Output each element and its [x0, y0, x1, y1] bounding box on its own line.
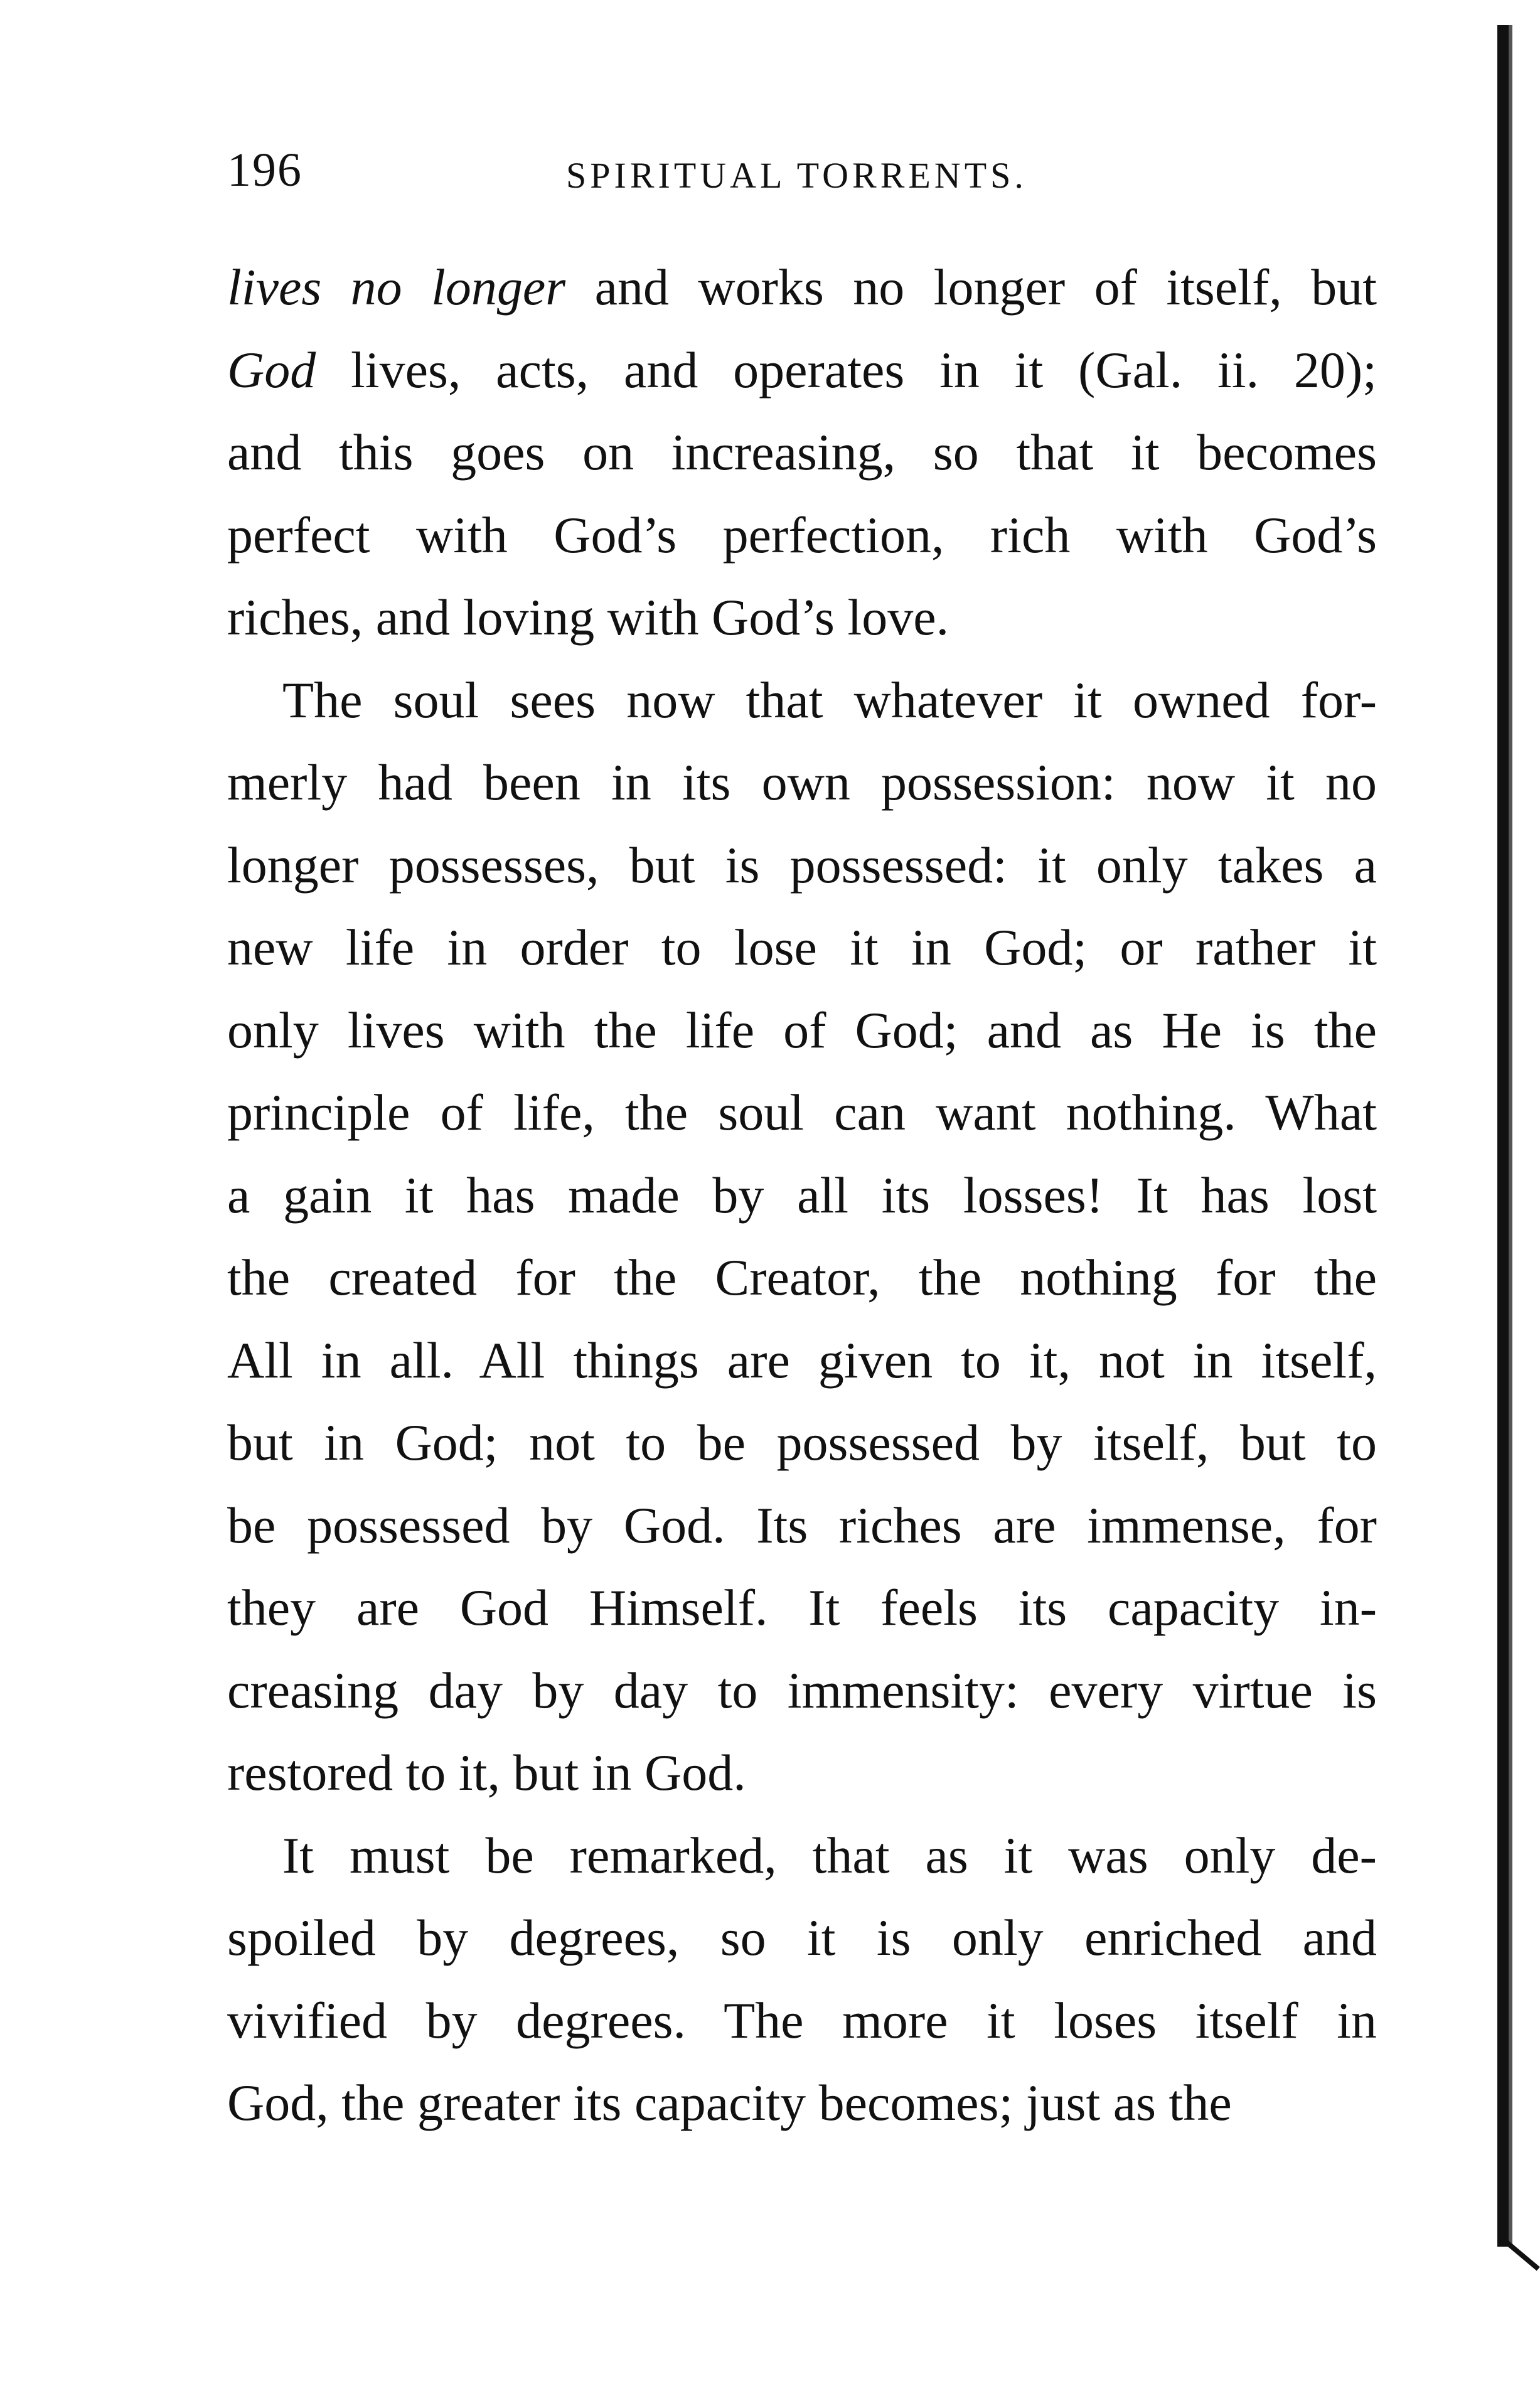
- text-segment: restored to it, but in God.: [227, 1744, 746, 1801]
- text-segment: new life in order to lose it in God; or rather it: [227, 919, 1377, 976]
- text-segment: but in God; not to be possessed by itself, but to: [227, 1414, 1377, 1471]
- text-segment: perfect with God’s perfection, rich with God’s: [227, 506, 1377, 564]
- text-line: [227, 1649, 1377, 1732]
- text-segment: and works no longer of itself, but: [565, 259, 1377, 316]
- paragraph: [227, 1814, 1377, 2144]
- text-line: [227, 1814, 1377, 1897]
- text-line: [227, 329, 1377, 412]
- body-text: [227, 246, 1377, 2144]
- text-segment: creasing day by day to immensity: every virtue is: [227, 1661, 1377, 1719]
- text-segment: All in all. All things are given to it, not in itself,: [227, 1331, 1377, 1389]
- page-number: 196: [227, 144, 302, 196]
- text-line: [227, 246, 1377, 329]
- italic-text: God: [227, 341, 316, 398]
- text-line: [227, 1731, 1377, 1814]
- text-segment: The soul sees now that whatever it owned for-: [282, 671, 1377, 729]
- text-line: [227, 989, 1377, 1072]
- running-title: SPIRITUAL TORRENTS.: [566, 155, 1027, 196]
- text-segment: they are God Himself. It feels its capacity in-: [227, 1579, 1377, 1636]
- page-edge-line: [1509, 25, 1512, 2247]
- text-line: [227, 1236, 1377, 1319]
- page-edge-corner: [1498, 2235, 1539, 2271]
- text-line: [227, 906, 1377, 989]
- paragraph: [227, 246, 1377, 659]
- text-line: [227, 1071, 1377, 1154]
- text-line: [227, 1319, 1377, 1402]
- text-line: [227, 1896, 1377, 1979]
- text-segment: lives, acts, and operates in it (Gal. ii. 20);: [316, 341, 1377, 398]
- text-segment: God, the greater its capacity becomes; just as the: [227, 2074, 1232, 2131]
- text-line: [227, 659, 1377, 742]
- text-segment: riches, and loving with God’s love.: [227, 589, 949, 646]
- text-segment: longer possesses, but is possessed: it only takes a: [227, 836, 1377, 894]
- text-line: [227, 1154, 1377, 1237]
- text-line: [227, 1401, 1377, 1484]
- text-segment: and this goes on increasing, so that it becomes: [227, 424, 1377, 481]
- text-segment: It must be remarked, that as it was only de-: [282, 1826, 1377, 1884]
- text-segment: vivified by degrees. The more it loses itself in: [227, 1991, 1377, 2049]
- text-line: [227, 741, 1377, 824]
- text-line: [227, 411, 1377, 494]
- italic-text: lives no longer: [227, 259, 566, 316]
- text-line: [227, 1566, 1377, 1649]
- paragraph: [227, 659, 1377, 1814]
- text-line: [227, 1979, 1377, 2062]
- running-head: [227, 143, 1438, 206]
- text-line: [227, 824, 1377, 907]
- text-segment: principle of life, the soul can want nothing. What: [227, 1084, 1377, 1141]
- text-segment: spoiled by degrees, so it is only enriched and: [227, 1909, 1377, 1966]
- text-line: [227, 494, 1377, 577]
- text-line: [227, 576, 1377, 659]
- text-line: [227, 2062, 1377, 2144]
- text-segment: be possessed by God. Its riches are immense, for: [227, 1496, 1377, 1554]
- page-edge-shadow: [1497, 25, 1509, 2247]
- text-segment: merly had been in its own possession: now it no: [227, 754, 1377, 811]
- text-segment: only lives with the life of God; and as He is the: [227, 1001, 1377, 1059]
- text-segment: a gain it has made by all its losses! It has lost: [227, 1166, 1377, 1224]
- text-segment: the created for the Creator, the nothing for the: [227, 1249, 1377, 1306]
- text-line: [227, 1484, 1377, 1567]
